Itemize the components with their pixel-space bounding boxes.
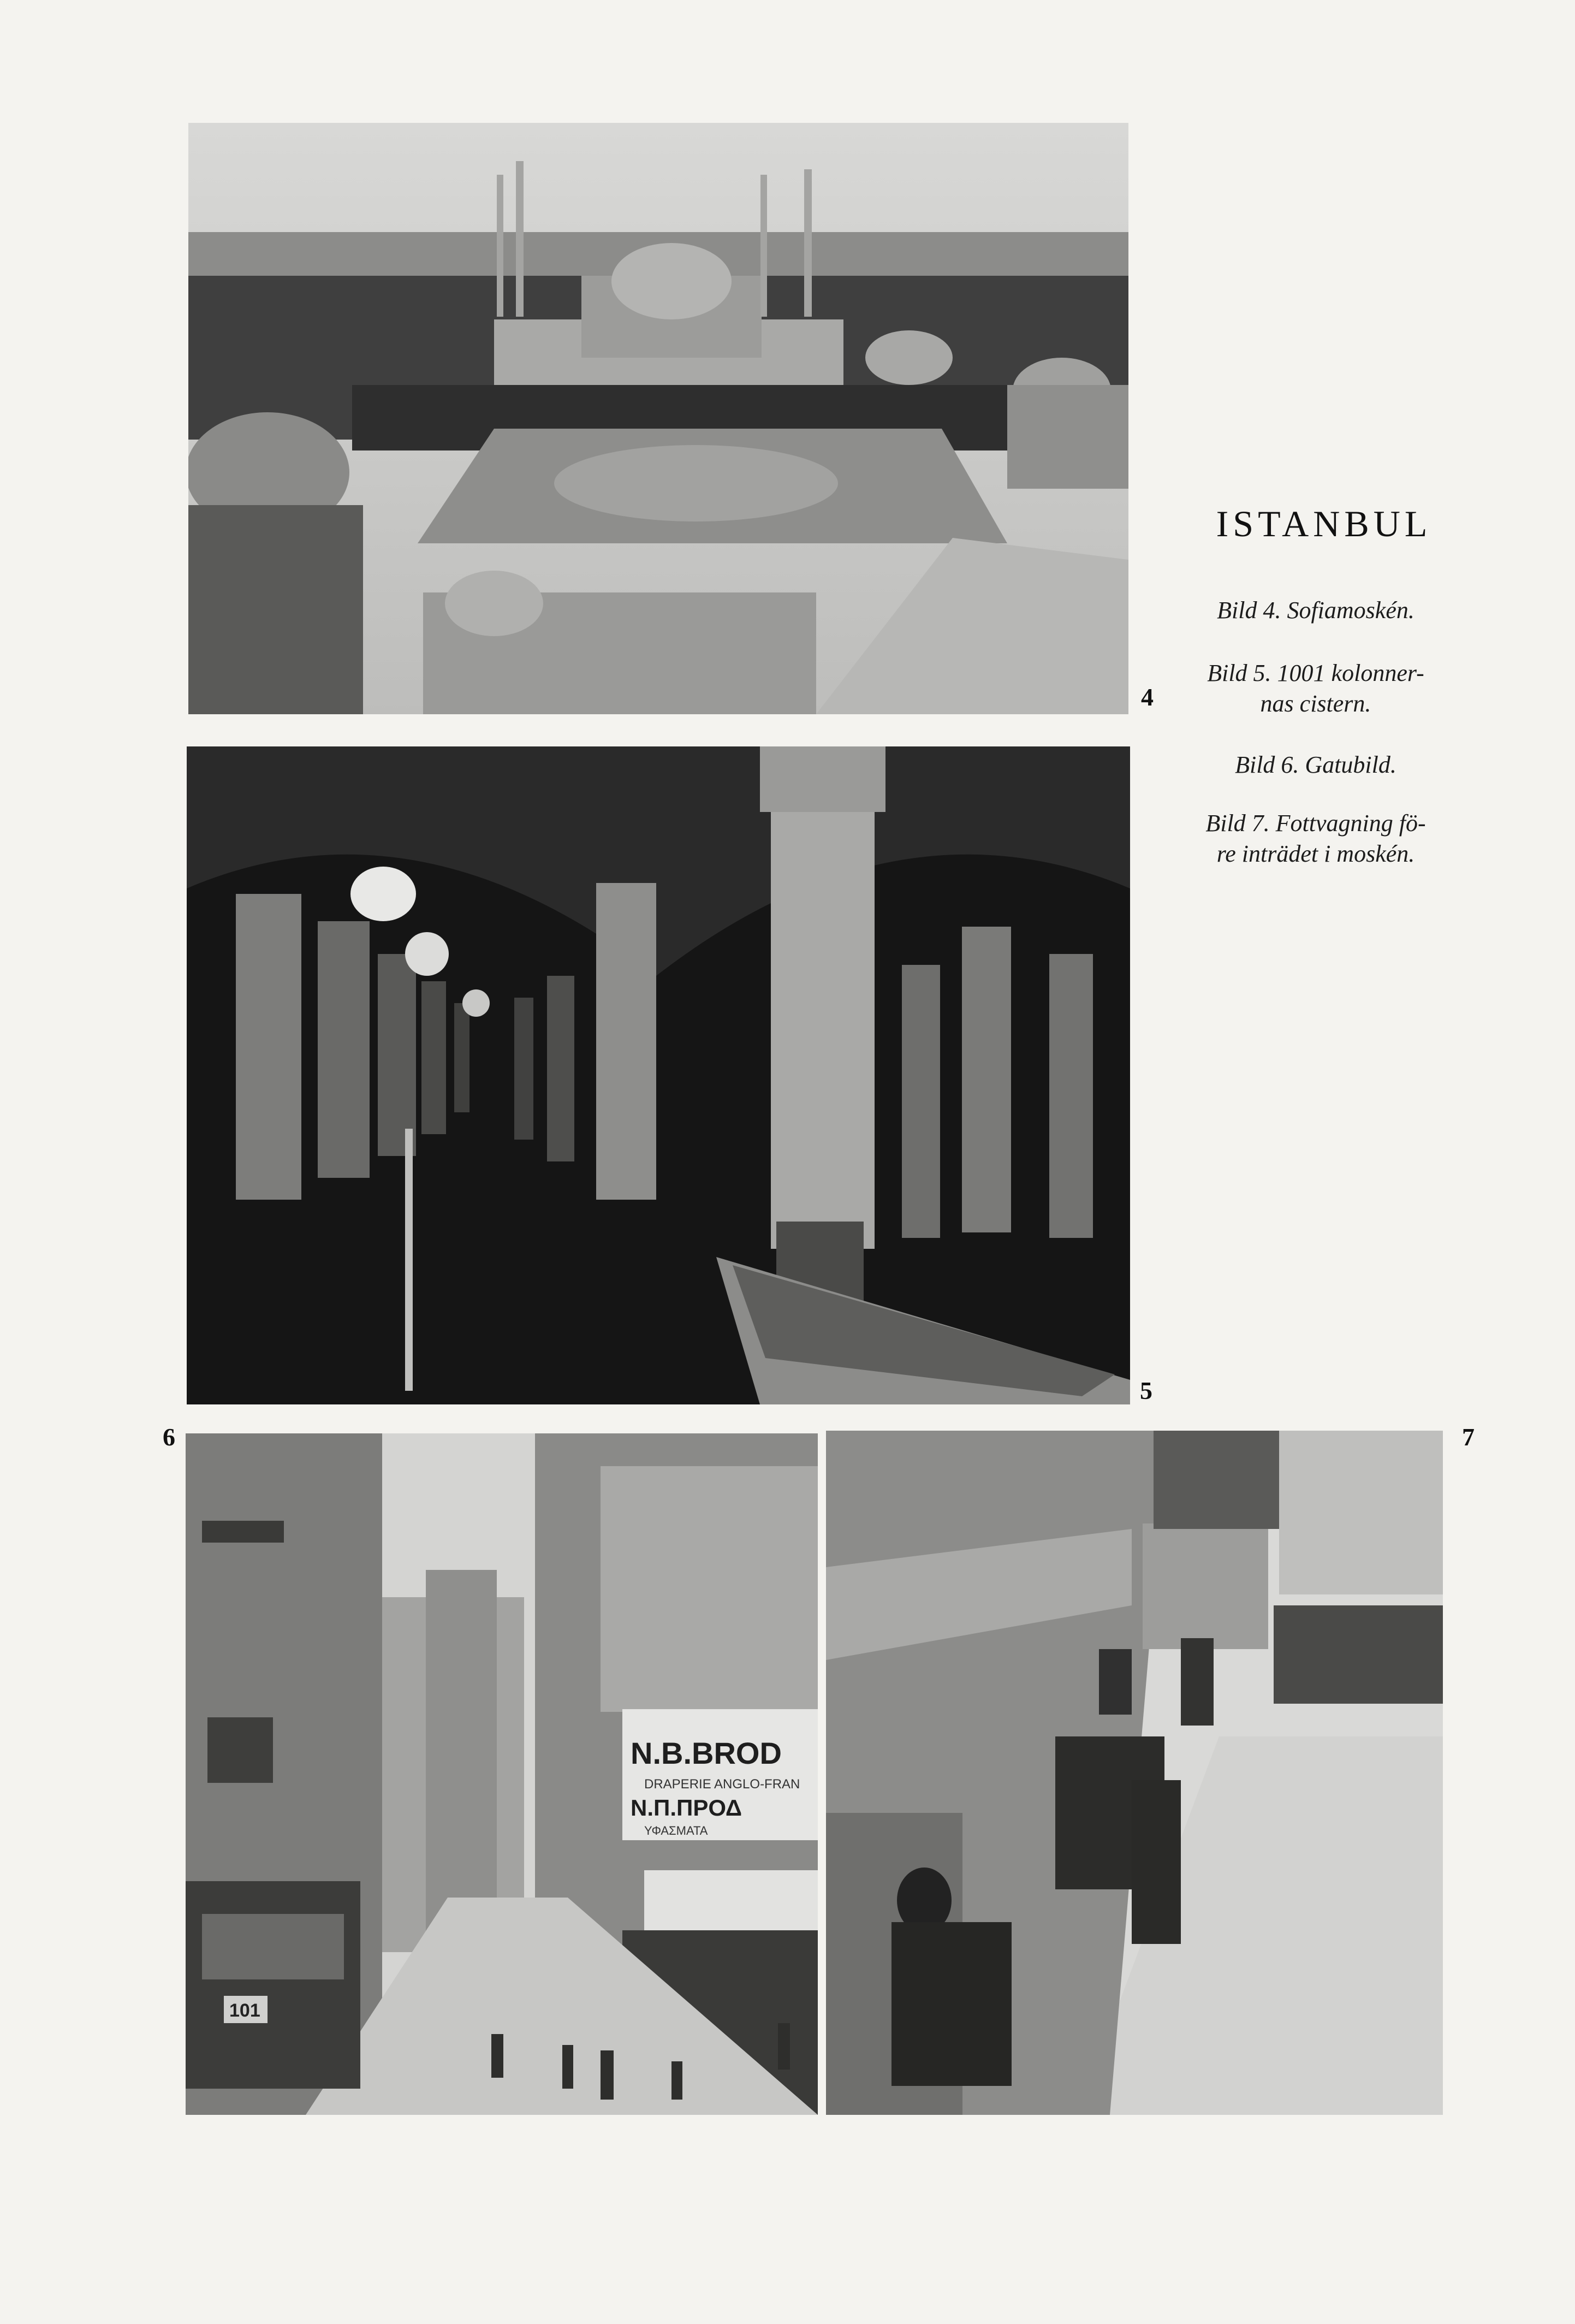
caption-line: Bild 6. Gatubild. xyxy=(1235,751,1396,778)
caption-line: Bild 4. Sofiamoskén. xyxy=(1217,597,1414,624)
shop-sign-line2: DRAPERIE ANGLO-FRAN xyxy=(644,1777,800,1792)
figure-number-5: 5 xyxy=(1140,1377,1152,1404)
photo-foot-washing xyxy=(826,1431,1443,2115)
tram-number: 101 xyxy=(229,2000,260,2021)
page-title: ISTANBUL xyxy=(1216,503,1432,544)
figure-number-6: 6 xyxy=(163,1423,175,1451)
shop-sign-line1: N.B.BROD xyxy=(631,1736,782,1770)
caption-line: re inträdet i moskén. xyxy=(1216,840,1415,867)
caption-bild-4 xyxy=(1168,595,1463,626)
figure-number-7: 7 xyxy=(1462,1423,1475,1451)
caption-bild-7 xyxy=(1168,808,1463,869)
photo-cistern xyxy=(187,746,1130,1404)
photo-hagia-sophia xyxy=(188,123,1128,714)
caption-bild-5 xyxy=(1168,658,1463,719)
shop-sign-line3: N.Π.ΠΡΟΔ xyxy=(631,1795,742,1821)
figure-number-4: 4 xyxy=(1141,683,1154,711)
caption-line: nas cistern. xyxy=(1260,690,1371,717)
photo-street-scene xyxy=(186,1433,818,2115)
caption-line: Bild 5. 1001 kolonner- xyxy=(1207,660,1424,686)
caption-line: Bild 7. Fottvagning fö- xyxy=(1205,810,1426,837)
caption-bild-6 xyxy=(1168,750,1463,780)
shop-sign-line4: ΥΦΑΣΜΑΤΑ xyxy=(644,1824,708,1837)
